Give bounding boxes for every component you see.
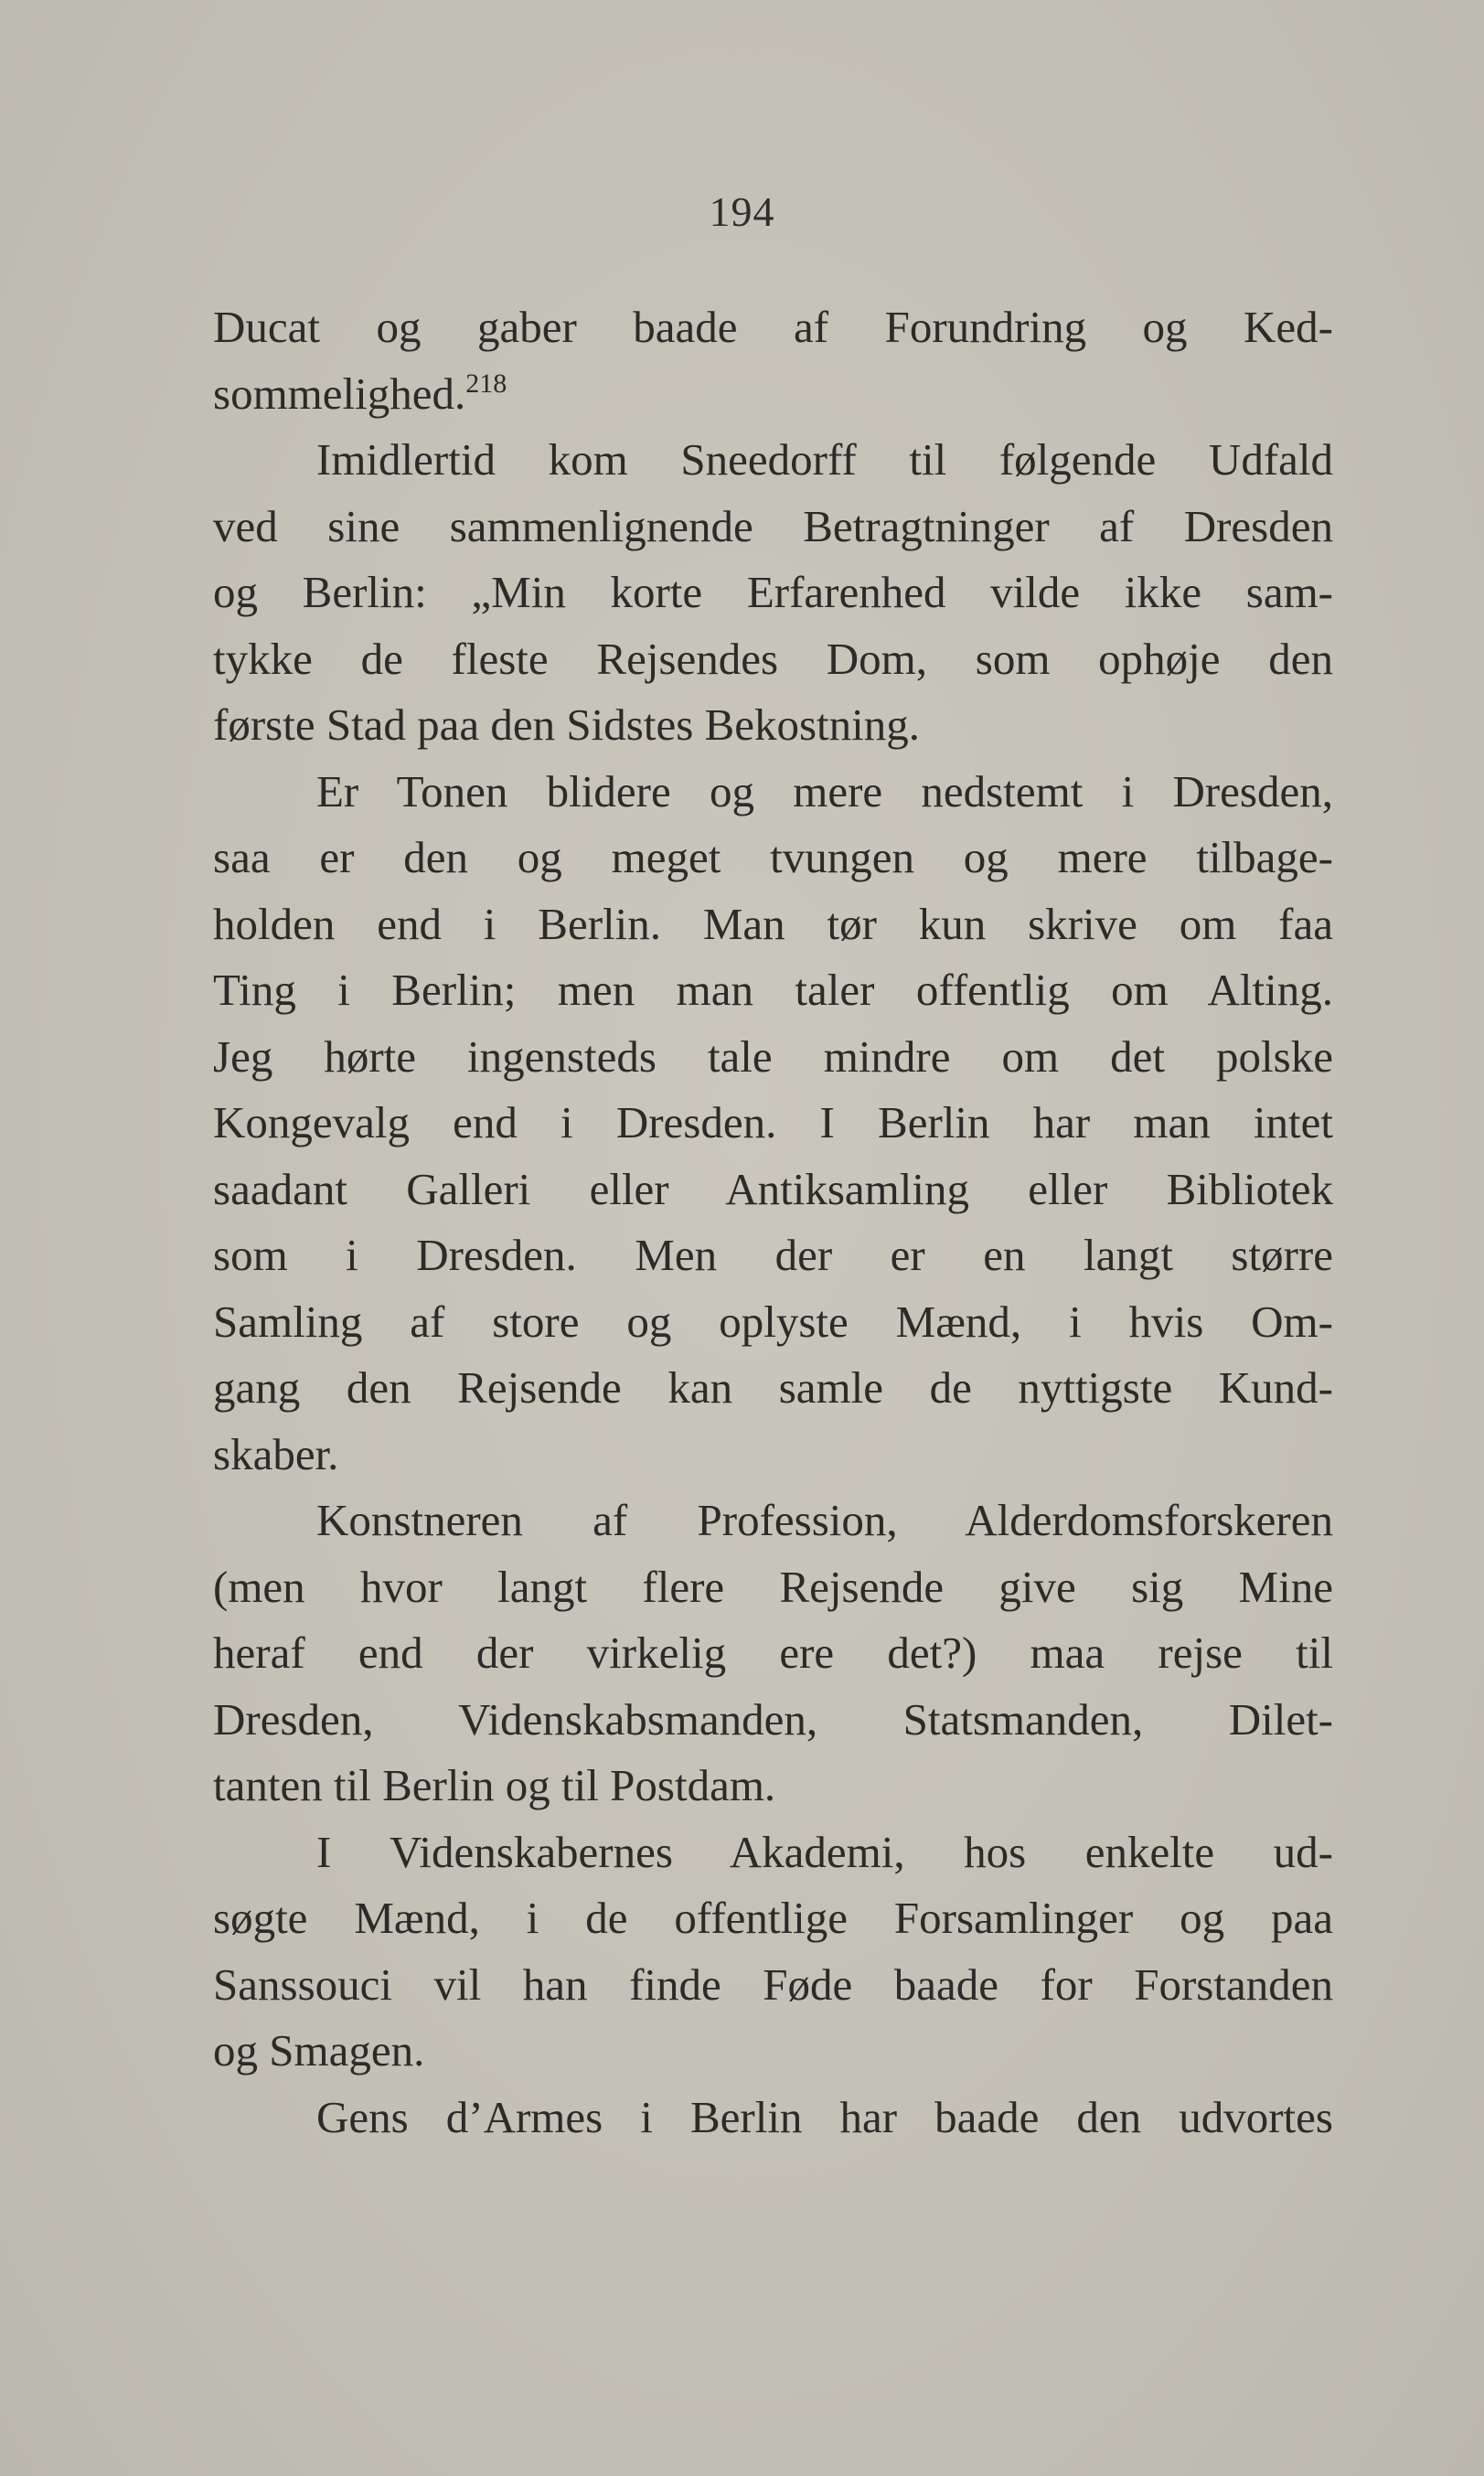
text-line-content: Gens d’Armes i Berlin har baade den udvortes [316, 2091, 1333, 2142]
text-line-content: som i Dresden. Men der er en langt større [213, 1230, 1333, 1280]
text-line [213, 1820, 1333, 1886]
text-line-content: I Videnskabernes Akademi, hos enkelte ud- [316, 1826, 1333, 1877]
text-line [213, 759, 1333, 826]
text-line [213, 1024, 1333, 1091]
text-line [213, 1554, 1333, 1621]
text-line [213, 692, 1333, 759]
text-line-content: tanten til Berlin og til Postdam. [213, 1760, 776, 1810]
text-line [213, 1687, 1333, 1754]
text-line-content: Ting i Berlin; men man taler offentlig om Alting. [213, 965, 1333, 1015]
text-line [213, 1753, 1333, 1820]
page-number: 194 [709, 188, 775, 235]
text-line-content: ved sine sammenlignende Betragtninger af Dresden [213, 500, 1333, 551]
text-line [213, 361, 1333, 428]
text-line-content: saadant Galleri eller Antiksamling eller Bibliotek [213, 1163, 1333, 1214]
text-line-content: holden end i Berlin. Man tør kun skrive om faa [213, 898, 1333, 949]
text-line [213, 626, 1333, 693]
text-line [213, 891, 1333, 958]
text-line-content: og Berlin: „Min korte Erfarenhed vilde ikke sam- [213, 567, 1333, 617]
text-line [213, 1090, 1333, 1157]
text-line-content: og Smagen. [213, 2025, 425, 2076]
text-line [213, 427, 1333, 494]
text-line [213, 1620, 1333, 1687]
text-line [213, 294, 1333, 361]
text-line-content: Er Tonen blidere og mere nedstemt i Dresden, [316, 765, 1333, 816]
text-line-content: Konstneren af Profession, Alderdomsforskeren [316, 1495, 1333, 1545]
text-line [213, 957, 1333, 1024]
text-line [213, 2085, 1333, 2151]
text-line-content: saa er den og meget tvungen og mere tilbage- [213, 832, 1333, 882]
text-line [213, 1355, 1333, 1422]
text-line [213, 825, 1333, 891]
text-line [213, 2018, 1333, 2085]
text-line [213, 1289, 1333, 1356]
footnote-reference: 218 [465, 368, 507, 399]
text-line-content: Sanssouci vil han finde Føde baade for Forstanden [213, 1958, 1333, 2010]
text-line-content: Dresden, Videnskabsmanden, Statsmanden, Dilet- [213, 1693, 1333, 1745]
text-line-content: Kongevalg end i Dresden. I Berlin har man intet [213, 1097, 1333, 1147]
text-line [213, 494, 1333, 560]
text-line [213, 1885, 1333, 1952]
text-line-content: Imidlertid kom Sneedorff til følgende Udfald [316, 434, 1333, 485]
text-line-content: sommelighed. [213, 368, 466, 419]
text-line-content: tykke de fleste Rejsendes Dom, som ophøje den [213, 633, 1333, 684]
text-line-content: Jeg hørte ingensteds tale mindre om det polske [213, 1030, 1333, 1082]
text-line [213, 1222, 1333, 1289]
text-line-content: (men hvor langt flere Rejsende give sig Mine [213, 1561, 1333, 1612]
text-line [213, 1488, 1333, 1554]
text-line [213, 560, 1333, 626]
text-line-content: søgte Mænd, i de offentlige Forsamlinger og paa [213, 1893, 1333, 1943]
text-line-content: Ducat og gaber baade af Forundring og Ked- [213, 302, 1333, 352]
body-text [213, 294, 1333, 2150]
text-line-content: heraf end der virkelig ere det?) maa rejse til [213, 1628, 1333, 1678]
text-line [213, 1952, 1333, 2019]
text-line-content: gang den Rejsende kan samle de nyttigste Kund- [213, 1362, 1333, 1413]
text-line [213, 1422, 1333, 1489]
text-line-content: første Stad paa den Sidstes Bekostning. [213, 699, 921, 750]
text-line [213, 1157, 1333, 1223]
text-line-content: Samling af store og oplyste Mænd, i hvis Om- [213, 1296, 1333, 1347]
text-line-content: skaber. [213, 1428, 339, 1479]
